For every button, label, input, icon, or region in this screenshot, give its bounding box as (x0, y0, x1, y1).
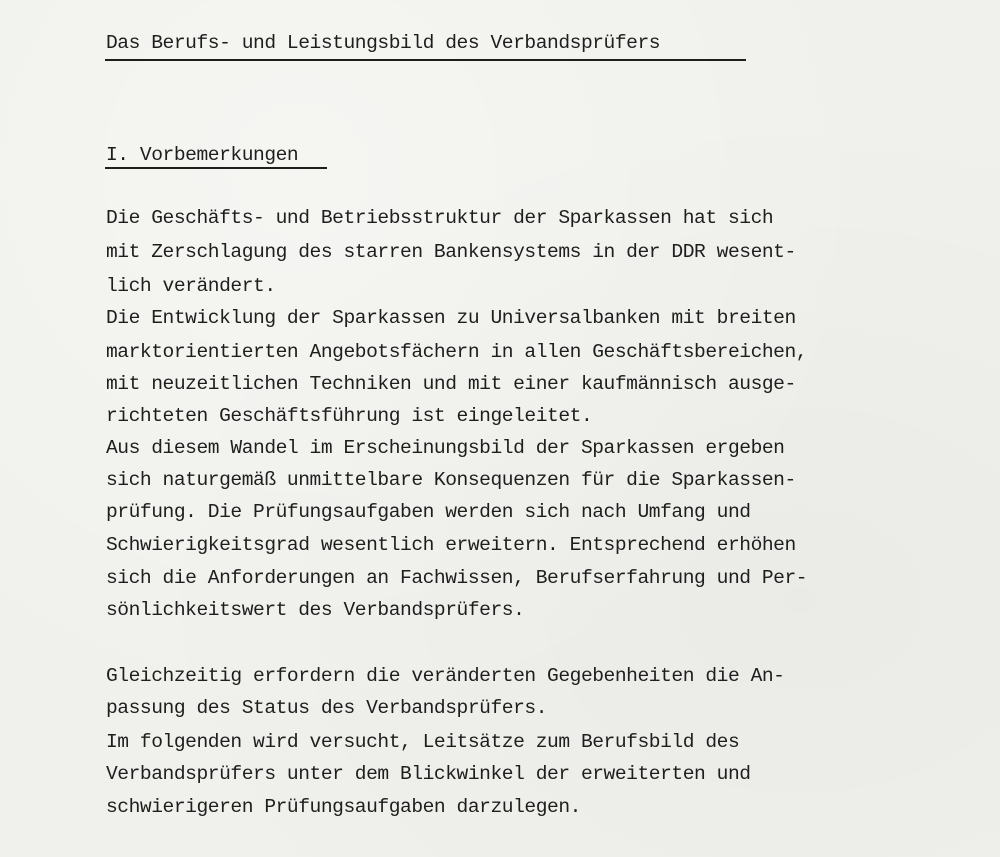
text-line: sönlichkeitswert des Verbandsprüfers. (106, 599, 525, 621)
text-line: Aus diesem Wandel im Erscheinungsbild der Sparkassen ergeben (106, 437, 785, 459)
text-line: mit neuzeitlichen Techniken und mit einer kaufmännisch ausge- (106, 373, 796, 395)
text-line: richteten Geschäftsführung ist eingeleitet. (106, 405, 593, 427)
text-line: Die Entwicklung der Sparkassen zu Universalbanken mit breiten (106, 307, 796, 329)
title-underline (105, 59, 746, 61)
section-heading-underline (105, 167, 327, 169)
text-line: Verbandsprüfers unter dem Blickwinkel der erweiterten und (106, 763, 751, 785)
section-heading: I. Vorbemerkungen (106, 144, 299, 166)
text-line: passung des Status des Verbandsprüfers. (106, 697, 548, 719)
document-title: Das Berufs- und Leistungsbild des Verbandsprüfers (106, 32, 661, 54)
text-line: Gleichzeitig erfordern die veränderten Gegebenheiten die An- (106, 665, 785, 687)
text-line: schwierigeren Prüfungsaufgaben darzulegen. (106, 796, 581, 818)
text-line: marktorientierten Angebotsfächern in allen Geschäftsbereichen, (106, 341, 808, 363)
text-line: Schwierigkeitsgrad wesentlich erweitern. Entsprechend erhöhen (106, 534, 796, 556)
text-line: sich die Anforderungen an Fachwissen, Berufserfahrung und Per- (106, 567, 808, 589)
text-line: prüfung. Die Prüfungsaufgaben werden sich nach Umfang und (106, 501, 751, 523)
text-line: mit Zerschlagung des starren Bankensystems in der DDR wesent- (106, 241, 796, 263)
text-line: Die Geschäfts- und Betriebsstruktur der Sparkassen hat sich (106, 207, 774, 229)
text-line: Im folgenden wird versucht, Leitsätze zum Berufsbild des (106, 731, 740, 753)
text-line: sich naturgemäß unmittelbare Konsequenzen für die Sparkassen- (106, 469, 796, 491)
text-line: lich verändert. (106, 275, 276, 297)
